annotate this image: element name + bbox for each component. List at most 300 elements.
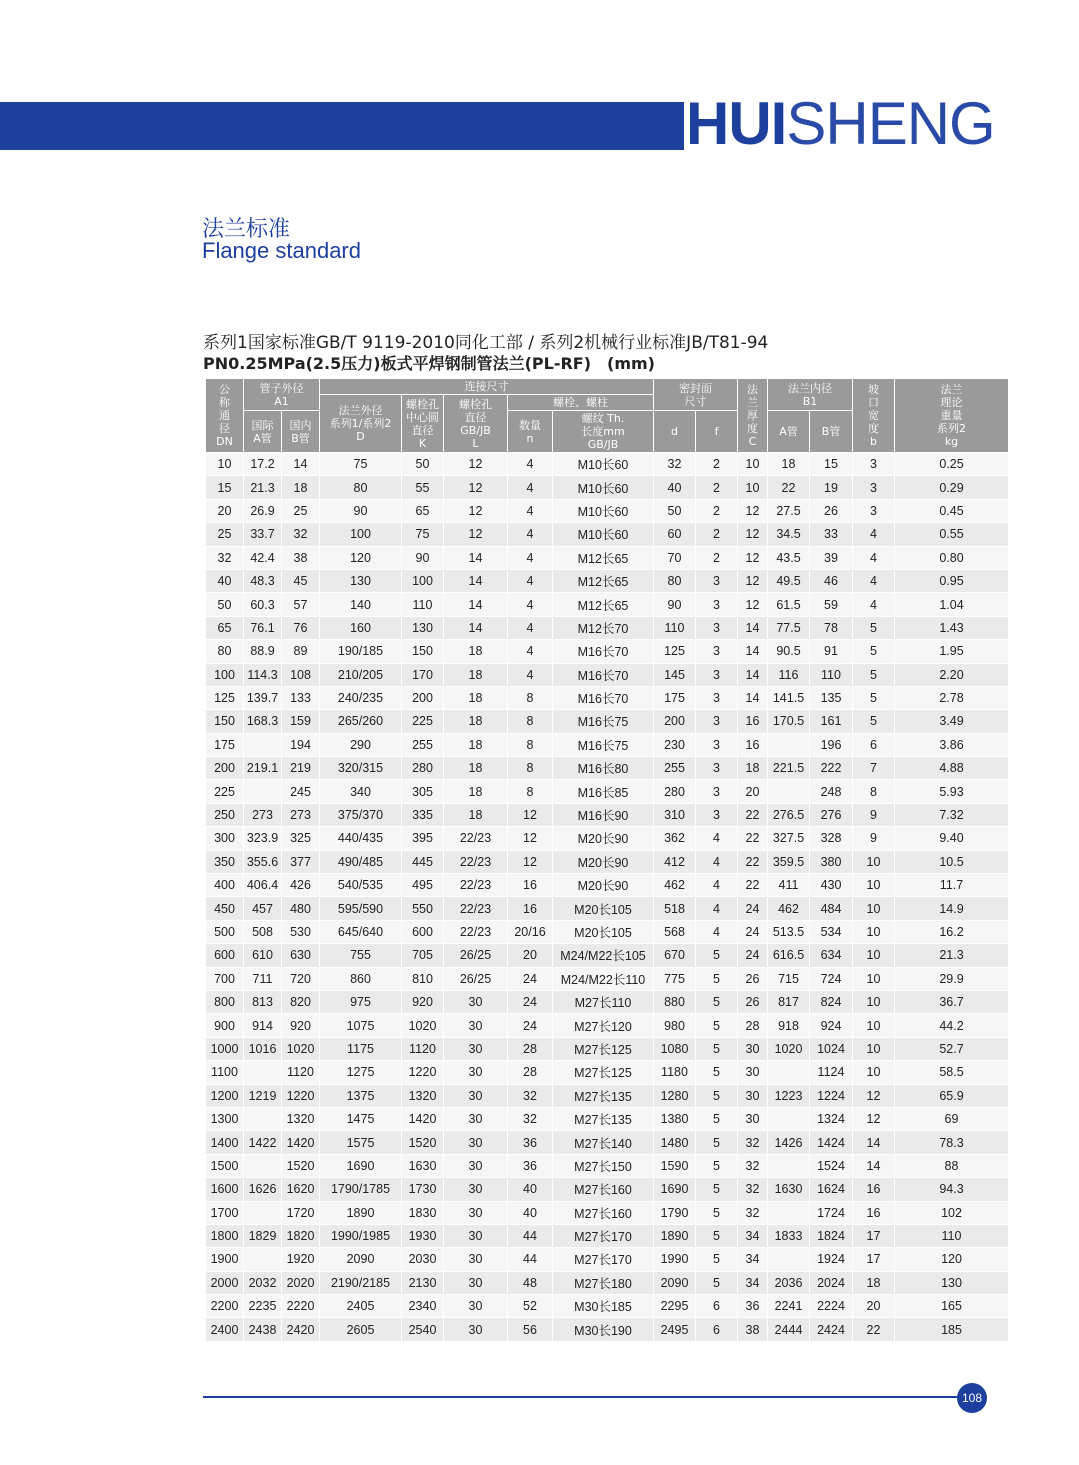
table-cell: 52 [508, 1295, 553, 1318]
table-cell: M10长60 [553, 523, 654, 546]
table-cell: 250 [206, 803, 244, 826]
table-cell: 2000 [206, 1271, 244, 1294]
header-dn: 公 称 通 径 DN [206, 379, 244, 453]
table-cell: 24 [738, 944, 768, 967]
table-row [206, 710, 1009, 733]
table-cell: 130 [402, 616, 444, 639]
table-cell: 30 [444, 1037, 508, 1060]
table-cell: 3 [696, 733, 738, 756]
table-cell: 10 [853, 1014, 895, 1037]
table-cell: 20 [853, 1295, 895, 1318]
table-cell: 495 [402, 874, 444, 897]
table-cell: 4.88 [895, 757, 1009, 780]
table-cell: 634 [810, 944, 853, 967]
table-cell: 76.1 [244, 616, 282, 639]
table-cell: 19 [810, 476, 853, 499]
table-cell: 16 [738, 710, 768, 733]
table-cell: 400 [206, 874, 244, 897]
table-cell: 2024 [810, 1271, 853, 1294]
table-cell: 1324 [810, 1107, 853, 1130]
table-cell: 210/205 [320, 663, 402, 686]
table-cell: 1590 [654, 1154, 696, 1177]
table-cell: 40 [508, 1201, 553, 1224]
table-cell: 1100 [206, 1061, 244, 1084]
table-cell: 4 [696, 897, 738, 920]
table-cell [768, 780, 810, 803]
table-cell: 1620 [282, 1178, 320, 1201]
table-cell: 755 [320, 944, 402, 967]
table-cell: 426 [282, 874, 320, 897]
table-cell: 775 [654, 967, 696, 990]
table-cell: 200 [206, 757, 244, 780]
table-cell: 140 [320, 593, 402, 616]
table-cell: 1730 [402, 1178, 444, 1201]
table-cell: 222 [810, 757, 853, 780]
table-cell: 10 [853, 967, 895, 990]
table-cell: 1200 [206, 1084, 244, 1107]
table-cell: 18 [738, 757, 768, 780]
table-cell: 610 [244, 944, 282, 967]
table-cell: M27长170 [553, 1224, 654, 1247]
table-cell: 18 [444, 803, 508, 826]
table-cell: 1790/1785 [320, 1178, 402, 1201]
table-cell [768, 1154, 810, 1177]
table-cell: 22/23 [444, 827, 508, 850]
table-row [206, 897, 1009, 920]
table-cell: 4 [508, 499, 553, 522]
table-cell: 52.7 [895, 1037, 1009, 1060]
table-cell: 20/16 [508, 920, 553, 943]
table-cell: 2 [696, 499, 738, 522]
table-cell: 2130 [402, 1271, 444, 1294]
table-cell [768, 1248, 810, 1271]
table-cell: 26 [810, 499, 853, 522]
table-cell: 359.5 [768, 850, 810, 873]
table-cell: 100 [206, 663, 244, 686]
table-cell: 406.4 [244, 874, 282, 897]
table-cell: 14 [853, 1154, 895, 1177]
table-cell: 3 [853, 499, 895, 522]
table-cell: 90 [654, 593, 696, 616]
table-cell: 2 [696, 546, 738, 569]
table-cell: 1375 [320, 1084, 402, 1107]
table-cell: 0.29 [895, 476, 1009, 499]
table-cell: 1000 [206, 1037, 244, 1060]
table-cell: 18 [444, 686, 508, 709]
table-row [206, 663, 1009, 686]
table-cell: 94.3 [895, 1178, 1009, 1201]
table-cell: 700 [206, 967, 244, 990]
table-row [206, 1154, 1009, 1177]
table-cell: 165 [895, 1295, 1009, 1318]
table-cell: 30 [444, 1248, 508, 1271]
table-cell: 196 [810, 733, 853, 756]
table-cell: 12 [738, 499, 768, 522]
header-bolts: 螺栓、螺柱 [508, 395, 654, 411]
table-cell: 116 [768, 663, 810, 686]
table-cell: M27长135 [553, 1107, 654, 1130]
table-cell: 17.2 [244, 453, 282, 476]
table-cell: 280 [402, 757, 444, 780]
table-cell: 2190/2185 [320, 1271, 402, 1294]
table-cell: 11.7 [895, 874, 1009, 897]
table-cell: 12 [444, 499, 508, 522]
table-cell: 39 [810, 546, 853, 569]
table-cell: 10 [738, 476, 768, 499]
table-cell: 1575 [320, 1131, 402, 1154]
table-cell: 2032 [244, 1271, 282, 1294]
table-cell: 10 [853, 897, 895, 920]
table-cell: 32 [654, 453, 696, 476]
table-cell: 1120 [402, 1037, 444, 1060]
table-cell: 12 [738, 546, 768, 569]
table-cell: 1320 [402, 1084, 444, 1107]
table-cell: 4 [508, 523, 553, 546]
table-cell: 25 [206, 523, 244, 546]
table-cell: 1833 [768, 1224, 810, 1247]
table-cell: 30 [738, 1107, 768, 1130]
table-cell: 975 [320, 990, 402, 1013]
table-cell: 2438 [244, 1318, 282, 1341]
table-cell: 240/235 [320, 686, 402, 709]
table-cell: 22 [738, 803, 768, 826]
table-cell: 40 [654, 476, 696, 499]
table-cell: M10长60 [553, 453, 654, 476]
table-cell: 30 [444, 1295, 508, 1318]
table-cell: 1024 [810, 1037, 853, 1060]
table-cell: 20 [206, 499, 244, 522]
table-cell: 30 [444, 1014, 508, 1037]
table-cell: 200 [654, 710, 696, 733]
table-cell: 3 [853, 476, 895, 499]
table-cell: 2090 [654, 1271, 696, 1294]
table-cell: 457 [244, 897, 282, 920]
table-cell: 1075 [320, 1014, 402, 1037]
table-cell: 2420 [282, 1318, 320, 1341]
table-cell: 817 [768, 990, 810, 1013]
table-cell: 16 [738, 733, 768, 756]
table-cell: 0.45 [895, 499, 1009, 522]
table-cell: M12长65 [553, 546, 654, 569]
table-cell: 14 [444, 546, 508, 569]
table-row [206, 1271, 1009, 1294]
table-cell: 43.5 [768, 546, 810, 569]
table-cell: 6 [696, 1295, 738, 1318]
table-cell [768, 1107, 810, 1130]
table-cell: 18 [444, 663, 508, 686]
table-cell: 1480 [654, 1131, 696, 1154]
table-cell: 4 [508, 593, 553, 616]
table-cell: 1830 [402, 1201, 444, 1224]
table-cell: 1020 [768, 1037, 810, 1060]
header-bolt-count: 数量 n [508, 411, 553, 453]
table-cell: 3 [696, 640, 738, 663]
table-cell: 305 [402, 780, 444, 803]
table-cell: 2405 [320, 1295, 402, 1318]
section-title-cn: 法兰标准 [202, 217, 291, 242]
table-cell: 32 [738, 1201, 768, 1224]
table-cell: 12 [444, 453, 508, 476]
table-cell: 273 [244, 803, 282, 826]
table-cell: 2444 [768, 1318, 810, 1341]
table-header [206, 379, 1009, 453]
table-cell: 0.55 [895, 523, 1009, 546]
table-cell: 445 [402, 850, 444, 873]
table-row [206, 1248, 1009, 1271]
table-cell: 75 [320, 453, 402, 476]
table-cell: 900 [206, 1014, 244, 1037]
table-cell: 130 [895, 1271, 1009, 1294]
table-cell: M16长75 [553, 710, 654, 733]
table-cell: 3.86 [895, 733, 1009, 756]
table-cell: 22/23 [444, 920, 508, 943]
table-cell: 5 [696, 967, 738, 990]
table-cell: 5 [853, 686, 895, 709]
table-cell: 5 [853, 616, 895, 639]
table-cell: M20长90 [553, 827, 654, 850]
table-cell: M10长60 [553, 499, 654, 522]
table-cell: 918 [768, 1014, 810, 1037]
table-cell: 1690 [654, 1178, 696, 1201]
table-cell: 290 [320, 733, 402, 756]
table-cell: 125 [654, 640, 696, 663]
table-cell: 255 [402, 733, 444, 756]
table-cell: 711 [244, 967, 282, 990]
table-cell: 1.95 [895, 640, 1009, 663]
table-cell: 46 [810, 569, 853, 592]
table-cell [244, 733, 282, 756]
table-cell: 3 [696, 757, 738, 780]
table-cell: 462 [654, 874, 696, 897]
table-cell: 1890 [320, 1201, 402, 1224]
table-cell: M27长110 [553, 990, 654, 1013]
table-cell: 16 [853, 1201, 895, 1224]
table-cell: 4 [508, 640, 553, 663]
table-cell: 1520 [402, 1131, 444, 1154]
table-cell: 221.5 [768, 757, 810, 780]
table-cell: 18 [853, 1271, 895, 1294]
table-cell: M16长70 [553, 640, 654, 663]
table-cell: 2540 [402, 1318, 444, 1341]
table-cell: 5 [696, 1084, 738, 1107]
table-row [206, 874, 1009, 897]
table-cell: 30 [444, 1154, 508, 1177]
table-cell: 550 [402, 897, 444, 920]
table-cell: 65 [206, 616, 244, 639]
table-cell: 102 [895, 1201, 1009, 1224]
table-cell: 1930 [402, 1224, 444, 1247]
table-cell: 10 [853, 1061, 895, 1084]
table-cell: 3 [696, 663, 738, 686]
table-cell: 273 [282, 803, 320, 826]
table-cell: 4 [508, 476, 553, 499]
table-cell: 645/640 [320, 920, 402, 943]
table-cell: 17 [853, 1248, 895, 1271]
table-cell: 1990 [654, 1248, 696, 1271]
table-cell: 9.40 [895, 827, 1009, 850]
table-cell: M27长180 [553, 1271, 654, 1294]
table-cell: 10.5 [895, 850, 1009, 873]
table-cell: 225 [402, 710, 444, 733]
table-cell: 70 [654, 546, 696, 569]
table-row [206, 523, 1009, 546]
standard-subtitle: 系列1国家标准GB/T 9119-2010同化工部 / 系列2机械行业标准JB/T81-94 [203, 333, 769, 353]
table-cell: 22 [738, 850, 768, 873]
table-row [206, 757, 1009, 780]
table-cell: 88 [895, 1154, 1009, 1177]
table-cell: 377 [282, 850, 320, 873]
table-cell: 185 [895, 1318, 1009, 1341]
table-cell: 15 [810, 453, 853, 476]
table-cell: 34 [738, 1248, 768, 1271]
table-cell: 2.78 [895, 686, 1009, 709]
table-cell: 325 [282, 827, 320, 850]
table-cell: 7.32 [895, 803, 1009, 826]
table-cell: 30 [444, 1131, 508, 1154]
table-cell: 1900 [206, 1248, 244, 1271]
table-cell: 110 [654, 616, 696, 639]
table-row [206, 1295, 1009, 1318]
table-cell: 540/535 [320, 874, 402, 897]
table-row [206, 1061, 1009, 1084]
table-cell: 4 [696, 920, 738, 943]
table-cell: 30 [444, 1061, 508, 1084]
table-cell: 705 [402, 944, 444, 967]
table-cell: 77.5 [768, 616, 810, 639]
table-cell: 32 [206, 546, 244, 569]
table-cell: 1500 [206, 1154, 244, 1177]
table-cell: 159 [282, 710, 320, 733]
table-cell: 30 [444, 1084, 508, 1107]
table-row [206, 1037, 1009, 1060]
table-cell: 21.3 [244, 476, 282, 499]
table-row [206, 546, 1009, 569]
table-cell: 1420 [282, 1131, 320, 1154]
table-cell: 65.9 [895, 1084, 1009, 1107]
table-cell: 1720 [282, 1201, 320, 1224]
table-cell: 34 [738, 1271, 768, 1294]
table-cell: 80 [206, 640, 244, 663]
page-number: 108 [957, 1383, 987, 1413]
table-row [206, 1014, 1009, 1037]
table-cell: 5 [696, 944, 738, 967]
header-pipe-a: 国际 A管 [244, 411, 282, 453]
header-pipe-od: 管子外径 A1 [244, 379, 320, 411]
table-cell: 44.2 [895, 1014, 1009, 1037]
table-cell: 36 [738, 1295, 768, 1318]
table-cell: 17 [853, 1224, 895, 1247]
table-cell: 30 [738, 1061, 768, 1084]
table-cell: 22 [738, 874, 768, 897]
table-cell: 1820 [282, 1224, 320, 1247]
table-cell: 30 [444, 1201, 508, 1224]
table-cell: 12 [738, 569, 768, 592]
table-cell: 914 [244, 1014, 282, 1037]
table-cell: 1424 [810, 1131, 853, 1154]
header-bore: 法兰内径 B1 [768, 379, 853, 411]
table-cell: 133 [282, 686, 320, 709]
table-cell: 2400 [206, 1318, 244, 1341]
table-cell: M16长90 [553, 803, 654, 826]
brand-logo-bold: HUI [686, 90, 787, 157]
table-cell: 245 [282, 780, 320, 803]
table-cell: 10 [853, 944, 895, 967]
table-cell: 36 [508, 1131, 553, 1154]
table-cell: 21.3 [895, 944, 1009, 967]
table-cell: 276 [810, 803, 853, 826]
table-cell: 16 [508, 897, 553, 920]
table-cell: 430 [810, 874, 853, 897]
section-title-en: Flange standard [202, 238, 361, 263]
table-cell: 22 [768, 476, 810, 499]
table-cell: 340 [320, 780, 402, 803]
table-cell: 14 [444, 593, 508, 616]
table-cell: 3 [696, 593, 738, 616]
table-cell: 78 [810, 616, 853, 639]
table-cell: 800 [206, 990, 244, 1013]
table-cell [244, 1107, 282, 1130]
table-cell: 920 [402, 990, 444, 1013]
table-cell: 90.5 [768, 640, 810, 663]
brand-logo [686, 92, 995, 156]
table-cell: 2.20 [895, 663, 1009, 686]
brand-logo-light: SHENG [786, 90, 995, 157]
table-cell: 49.5 [768, 569, 810, 592]
table-cell: 1790 [654, 1201, 696, 1224]
table-cell: 15 [206, 476, 244, 499]
table-cell: 80 [654, 569, 696, 592]
table-cell: 9 [853, 803, 895, 826]
table-cell: 5 [696, 1178, 738, 1201]
table-cell: 22/23 [444, 850, 508, 873]
table-cell: 1275 [320, 1061, 402, 1084]
table-cell [768, 1201, 810, 1224]
table-cell: 5 [696, 1271, 738, 1294]
table-cell: 44 [508, 1224, 553, 1247]
table-cell: 1219 [244, 1084, 282, 1107]
table-cell: 5.93 [895, 780, 1009, 803]
table-cell: 14 [738, 663, 768, 686]
table-cell: 500 [206, 920, 244, 943]
table-row [206, 733, 1009, 756]
table-cell: 4 [508, 663, 553, 686]
table-row [206, 827, 1009, 850]
table-cell: M16长85 [553, 780, 654, 803]
table-cell: 2020 [282, 1271, 320, 1294]
table-cell: 12 [853, 1107, 895, 1130]
table-cell: 568 [654, 920, 696, 943]
table-cell: 170.5 [768, 710, 810, 733]
table-cell: 2 [696, 523, 738, 546]
table-cell: 14 [444, 569, 508, 592]
table-cell: 10 [853, 1037, 895, 1060]
table-cell: 14 [853, 1131, 895, 1154]
table-cell: M27长170 [553, 1248, 654, 1271]
table-cell: 5 [696, 1107, 738, 1130]
table-cell: 55 [402, 476, 444, 499]
header-bolt-hole: 螺栓孔 直径 GB/JB L [444, 395, 508, 453]
table-cell: 2036 [768, 1271, 810, 1294]
table-cell: 175 [654, 686, 696, 709]
table-cell: 1.43 [895, 616, 1009, 639]
table-cell: 4 [853, 569, 895, 592]
table-cell [244, 1201, 282, 1224]
table-cell: 32 [508, 1084, 553, 1107]
table-cell: 450 [206, 897, 244, 920]
table-cell: 30 [444, 1107, 508, 1130]
table-cell: 670 [654, 944, 696, 967]
table-cell: 3 [696, 569, 738, 592]
